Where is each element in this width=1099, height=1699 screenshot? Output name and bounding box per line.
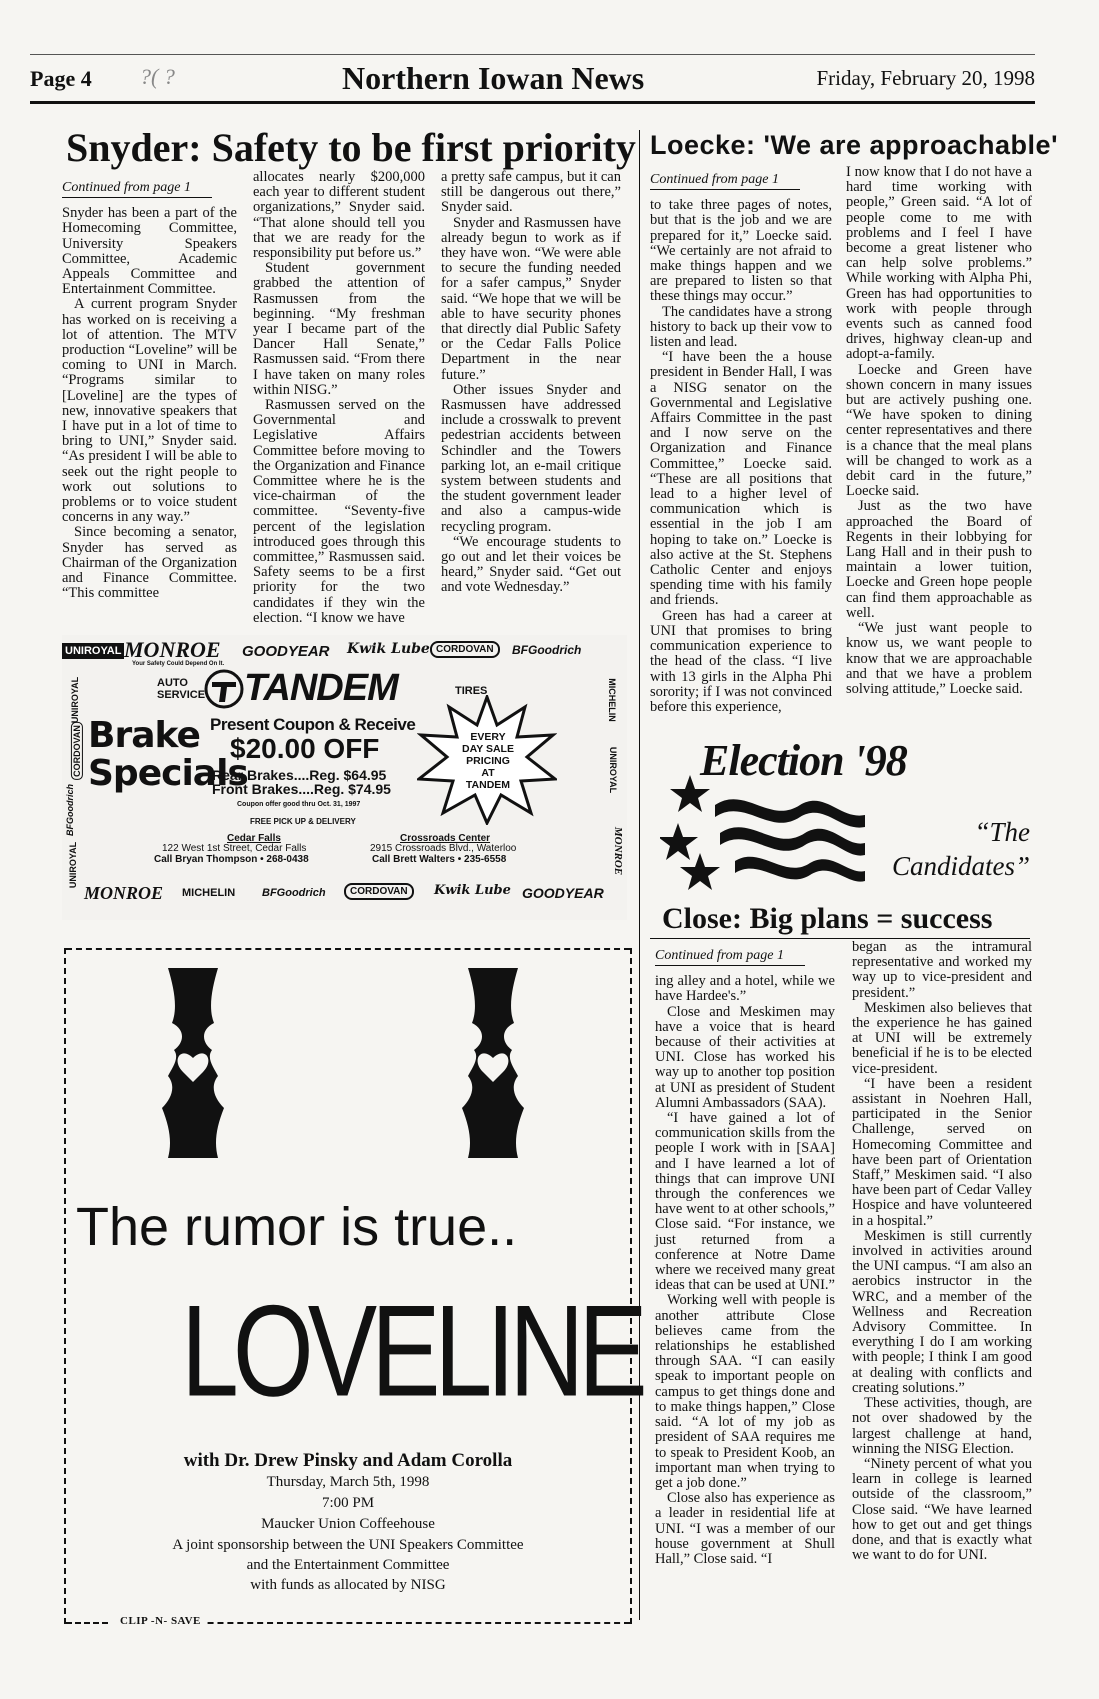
snyder-column-2 bbox=[253, 170, 425, 626]
brand-kwik-lube: Kwik Lube bbox=[434, 883, 511, 898]
paragraph: Loecke and Green have shown concern in many issues but are actively pushing one. “We have spoken to dining center representatives and there is a chance that the meal plans will be changed to work as a debit card in the future,” Loecke said. bbox=[846, 361, 1032, 500]
paragraph: “We just want people to know us, we want people to know that we are approachable and that we have a problem solving attitude,” Loecke said. bbox=[846, 620, 1032, 697]
loveline-sponsor-2: and the Entertainment Committee bbox=[246, 1557, 450, 1573]
clip-border-top bbox=[66, 948, 630, 950]
snyder-headline: Snyder: Safety to be first priority bbox=[66, 125, 636, 170]
tandem-t-icon bbox=[204, 669, 244, 709]
flag-stars-icon bbox=[660, 765, 870, 905]
location-crossroads-address: 2915 Crossroads Blvd., Waterloo bbox=[370, 843, 517, 854]
side-brand: BFGoodrich bbox=[65, 784, 75, 836]
specials-heading: Specials bbox=[88, 753, 248, 794]
page-label: Page 4 bbox=[30, 66, 92, 91]
paper-name: Northern Iowan News bbox=[342, 60, 645, 96]
side-brands-right bbox=[602, 675, 627, 885]
paragraph: Student government grabbed the attention of Rasmussen from the beginning. “My freshman year I became part of the Dancer Hall Senate,” Rasmussen said. “From there I have taken on many roles within NISG.” bbox=[253, 260, 425, 398]
paragraph: Close and Meskimen may have a voice that is heard because of their activities at UNI. Close has worked his way up to another top position at UNI as president of Student Alumni Ambassadors (SAA). bbox=[655, 1003, 835, 1111]
front-brakes: Front Brakes....Reg. $74.95 bbox=[212, 781, 391, 797]
sale-burst bbox=[417, 695, 557, 825]
brand-uniroyal: UNIROYAL bbox=[62, 643, 124, 659]
brand-kwik-lube: Kwik Lube bbox=[347, 641, 430, 657]
paragraph: A current program Snyder has worked on is receiving a lot of attention. The MTV production “Loveline” will be coming to UNI in March. “Programs similar to [Loveline] are the types of new, innovative speakers that I have put in a lot of time to bring to UNI,” Snyder said. “As president I will be able to seek out the right people to work out solutions to problems or to voice student concerns in any way.” bbox=[62, 296, 237, 526]
close-column-1 bbox=[655, 948, 835, 1567]
page-handwriting: ?( ? bbox=[140, 64, 175, 89]
brand-cordovan: CORDOVAN bbox=[430, 641, 500, 658]
paragraph: “Ninety percent of what you learn in college is learned outside of the classroom,” Close said. “We have learned how to get out and get things done, and that is exactly what we want to do for UNI. bbox=[852, 1455, 1032, 1564]
paragraph: a pretty safe campus, but it can still be dangerous out there,” Snyder said. bbox=[441, 169, 621, 216]
paragraph: Green has had a career at UNI that promises to bring communication experience to the head of the class. “I live with 13 girls in the Alpha Phi sorority; if I was not convinced before this experience, bbox=[650, 607, 832, 715]
loecke-column-1 bbox=[650, 172, 832, 715]
close-continued: Continued from page 1 bbox=[655, 948, 805, 966]
loveline-venue: Maucker Union Coffeehouse bbox=[261, 1516, 435, 1532]
faces-illustration-left bbox=[76, 968, 311, 1158]
brand-goodyear: GOODYEAR bbox=[522, 885, 604, 901]
monroe-tagline: Your Safety Could Depend On It. bbox=[132, 661, 225, 667]
brand-bfgoodrich: BFGoodrich bbox=[512, 643, 582, 657]
paragraph: Close also has experience as a leader in residential life at UNI. “I was a member of our house government at Shull Hall,” Close said. “I bbox=[655, 1490, 835, 1567]
paragraph: ing alley and a hotel, while we have Hardee's.” bbox=[655, 973, 835, 1005]
faces-illustration-right bbox=[376, 968, 611, 1158]
close-headline: Close: Big plans = success bbox=[662, 902, 993, 935]
brand-monroe: MONROE bbox=[124, 637, 221, 662]
tandem-name: TANDEM bbox=[244, 667, 398, 709]
brand-monroe: MONROE bbox=[84, 883, 164, 903]
side-brand: MONROE bbox=[612, 826, 625, 876]
paragraph: began as the intramural representative and worked my way up to vice-president and president.” bbox=[852, 939, 1032, 1001]
paragraph: “We encourage students to go out and let their voices be heard,” Snyder said. “Get out and vote Wednesday.” bbox=[441, 533, 621, 596]
location-crossroads-name: Crossroads Center bbox=[400, 833, 491, 844]
location-cedar-falls-address: 122 West 1st Street, Cedar Falls bbox=[162, 843, 307, 854]
burst-text: EVERY DAY SALE PRICING AT TANDEM bbox=[462, 731, 514, 791]
rear-brakes: Rear Brakes....Reg. $64.95 bbox=[212, 767, 387, 783]
side-brands-left bbox=[62, 675, 84, 889]
location-crossroads-call: Call Brett Walters • 235-6558 bbox=[372, 854, 507, 865]
paragraph: “I have gained a lot of communication skills from the people I work with in [SAA] and I have learned a lot of things that can improve UNI through the conferences we have went to at other schools,” Close said. “For instance, we just returned from a conference at Notre Dame where we received many great ideas that can be used at UNI.” bbox=[655, 1110, 835, 1294]
loveline-tagline: The rumor is true.. bbox=[76, 1197, 518, 1257]
auto-service: AUTO SERVICE bbox=[157, 677, 206, 701]
brand-cordovan: CORDOVAN bbox=[344, 883, 414, 900]
issue-date: Friday, February 20, 1998 bbox=[816, 66, 1035, 90]
side-brand: UNIROYAL bbox=[608, 746, 619, 794]
election-subtitle: “The Candidates” bbox=[891, 817, 1030, 881]
loveline-sponsor-3: with funds as allocated by NISG bbox=[250, 1577, 446, 1593]
side-brand: MICHELIN bbox=[606, 678, 617, 722]
snyder-column-1 bbox=[62, 180, 237, 601]
loecke-headline: Loecke: 'We are approachable' bbox=[650, 130, 1058, 160]
side-brand: UNIROYAL bbox=[68, 841, 79, 889]
paragraph: allocates nearly $200,000 each year to different student organizations,” Snyder said. “That alone should tell you that we are ready for the responsibility put before us.” bbox=[253, 169, 425, 262]
close-column-2 bbox=[852, 940, 1032, 1563]
paragraph: “I have been the a house president in Bender Hall, I was a NISG senator on the Governmental and Legislative Affairs Committee in the past and I now serve on the Organization and Finance Committee,” Loecke said. “These are all positions that lead to a higher level of communication which is essential in the job I am hoping to take on.” Loecke is also active at the St. Stephens Catholic Center and enjoys spending time with his family and friends. bbox=[650, 349, 832, 609]
side-brand: CORDOVAN bbox=[71, 722, 83, 780]
paragraph: to take three pages of notes, but that is the job and we are prepared for it,” Loecke said. “We certainly are not afraid to make things happen and we are prepared to listen so that these things may occur.” bbox=[650, 197, 832, 305]
paragraph: I now know that I do not have a hard time working with people,” Green said. “A lot of people come to me with problems and I feel I have become a great listener who can help solve problems.” While working with Alpha Phi, Green has had opportunities to work with people through events such as canned food drives, highway clean-up and adopt-a-family. bbox=[846, 164, 1032, 363]
location-cedar-falls-name: Cedar Falls bbox=[227, 833, 281, 844]
paragraph: Rasmussen served on the Governmental and Legislative Affairs Committee before moving to the Organization and Finance Committee where he is the vice-chairman of the committee. “Seventy-five percent of the legislation introduced goes through this committee,” Rasmussen said. Safety seems to be a first priority for the two candidates if they win the election. “I know we have bbox=[253, 397, 425, 626]
paragraph: Other issues Snyder and Rasmussen have addressed include a crosswalk to prevent pedestrian accidents between Schindler and the Towers parking lot, an e-mail critique system between students and the student government leader and also a campus-wide recycling program. bbox=[441, 381, 621, 535]
side-brand: UNIROYAL bbox=[70, 676, 81, 724]
paragraph: Snyder and Rasmussen have already begun to work as if they have won. “We were able to secure the funding needed for a safer campus,” Snyder said. “We hope that we will be able to have security phones that directly dial Public Safety or the Cedar Falls Police Department in the near future.” bbox=[441, 214, 621, 383]
loveline-ad bbox=[64, 948, 642, 1627]
paragraph: Meskimen is still currently involved in activities around the UNI campus. “I am also an aerobics instructor in the WRC, and a member of the Wellness and Recreation Advisory Committee. In everything I do I am working with people; I think I am good at dealing with conflicts and creating solutions.” bbox=[852, 1227, 1032, 1396]
location-cedar-falls-call: Call Bryan Thompson • 268-0438 bbox=[154, 854, 309, 865]
election-graphic bbox=[660, 735, 1035, 895]
coupon-expiry: Coupon offer good thru Oct. 31, 1997 bbox=[237, 801, 361, 808]
loveline-time: 7:00 PM bbox=[321, 1495, 375, 1511]
paragraph: Working well with people is another attribute Close believes came from the relationships he established through SAA. “I can easily speak to important people on campus to get things done and to make things happen,” Close said. “A lot of my job as president of SAA requires me to speak to President Koob, an important man when trying to get a job done.” bbox=[655, 1292, 835, 1491]
paragraph: The candidates have a strong history to back up their vow to listen and lead. bbox=[650, 303, 832, 351]
paragraph: Meskimen also believes that the experience he has gained at UNI will be extremely beneficial if he is to be elected vice-president. bbox=[852, 999, 1032, 1077]
clip-border-bottom-left bbox=[66, 1622, 108, 1624]
election-title: Election '98 bbox=[700, 736, 907, 785]
coupon-line: Present Coupon & Receive bbox=[210, 715, 416, 734]
tires-label: TIRES bbox=[455, 685, 488, 697]
loveline-date: Thursday, March 5th, 1998 bbox=[266, 1474, 430, 1490]
kissing-faces-heart-icon bbox=[76, 968, 311, 1158]
masthead-rule bbox=[30, 101, 1035, 104]
paragraph: Snyder has been a part of the Homecoming Committee, University Speakers Committee, Academic Appeals Committee and Entertainment Committee. bbox=[62, 205, 237, 298]
loveline-hosts: with Dr. Drew Pinsky and Adam Corolla bbox=[183, 1450, 513, 1471]
brake-heading: Brake bbox=[88, 715, 200, 756]
paragraph: These activities, though, are not over shadowed by the largest challenge at hand, winning the NISG Election. bbox=[852, 1395, 1032, 1457]
loecke-continued: Continued from page 1 bbox=[650, 172, 800, 190]
snyder-continued: Continued from page 1 bbox=[62, 180, 212, 198]
masthead-rule-top bbox=[30, 54, 1035, 55]
paragraph: “I have been a resident assistant in Noehren Hall, participated in the Senior Challenge, served on Homecoming Committee and have been part of Orientation Staff,” Meskimen said. “I also have been part of Cedar Valley Hospice and have volunteered in a hospital.” bbox=[852, 1075, 1032, 1229]
tandem-ad bbox=[62, 635, 627, 920]
loecke-column-2 bbox=[846, 165, 1032, 697]
free-pickup: FREE PICK UP & DELIVERY bbox=[250, 817, 356, 826]
snyder-column-3 bbox=[441, 170, 621, 596]
loveline-title: LOVELINE bbox=[181, 1279, 642, 1425]
clip-border-bottom bbox=[158, 1622, 630, 1624]
brand-michelin: MICHELIN bbox=[182, 887, 236, 899]
paragraph: Just as the two have approached the Board of Regents in their lobbying for Lang Hall and in their push to maintain a lower tuition, Loecke and Green hope people can find them approachable as well. bbox=[846, 498, 1032, 621]
paragraph: Since becoming a senator, Snyder has served as Chairman of the Organization and Finance Committee. “This committee bbox=[62, 524, 237, 602]
clip-label: CLIP -N- SAVE bbox=[116, 1615, 205, 1627]
brand-goodyear: GOODYEAR bbox=[242, 643, 330, 660]
loveline-sponsor-1: A joint sponsorship between the UNI Speakers Committee bbox=[172, 1537, 524, 1553]
kissing-faces-heart-icon bbox=[376, 968, 611, 1158]
brand-bfgoodrich: BFGoodrich bbox=[262, 887, 326, 899]
offer-amount: $20.00 OFF bbox=[230, 733, 380, 764]
